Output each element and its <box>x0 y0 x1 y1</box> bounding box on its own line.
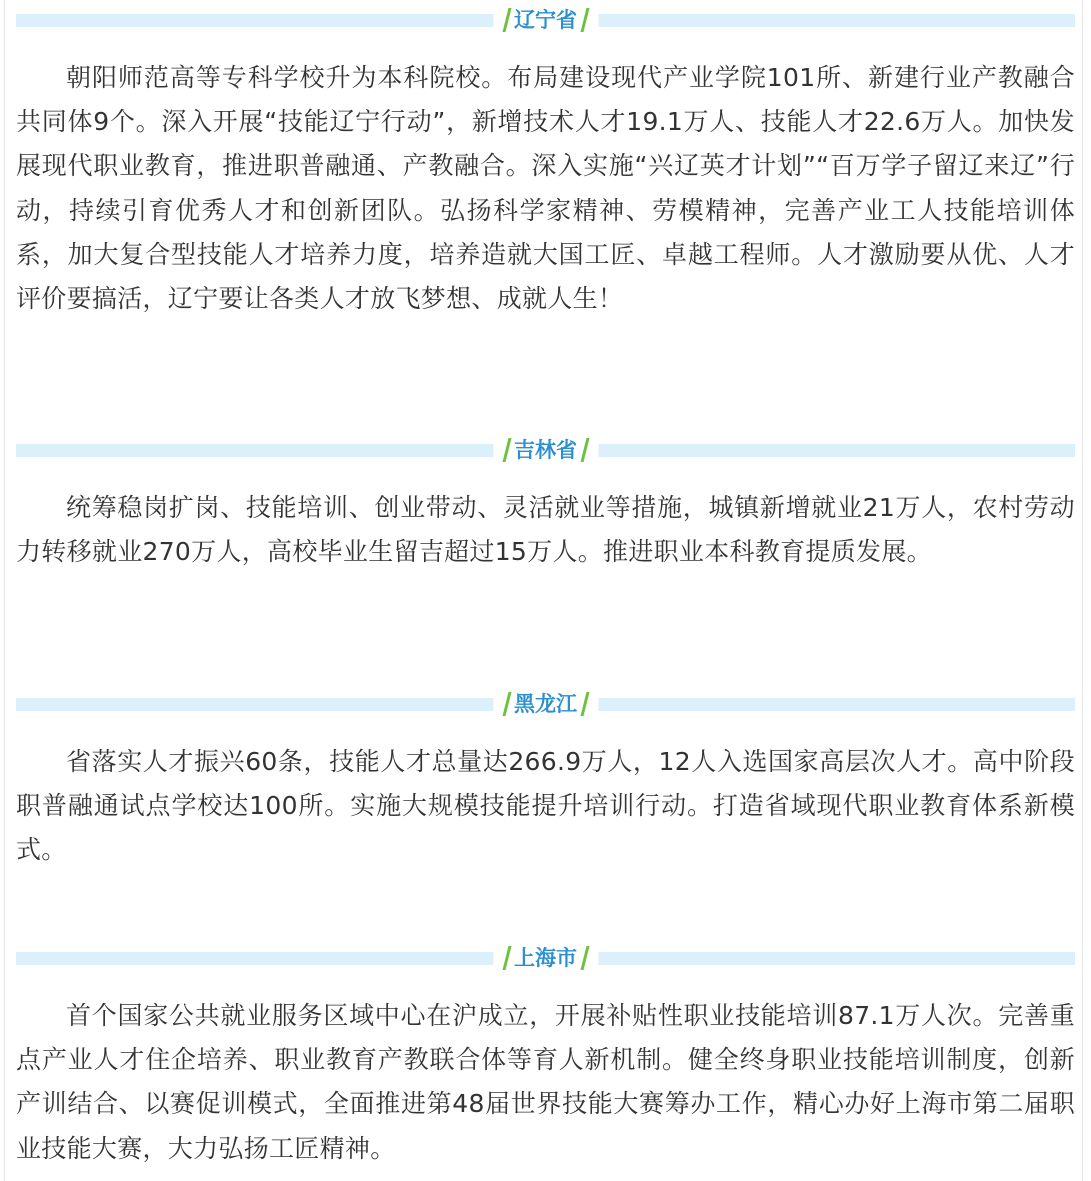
section-banner <box>16 440 1075 460</box>
banner-label <box>493 689 598 719</box>
section-paragraph: 统筹稳岗扩岗、技能培训、创业带动、灵活就业等措施，城镇新增就业21万人，农村劳动力转移就业270万人，高校毕业生留吉超过15万人。推进职业本科教育提质发展。 <box>16 493 1075 567</box>
slash-decoration-icon <box>502 438 511 462</box>
section-heilongjiang <box>16 694 1075 873</box>
slash-decoration-icon <box>502 8 511 32</box>
section-banner <box>16 10 1075 30</box>
slash-decoration-icon <box>580 438 589 462</box>
section-title: 吉林省 <box>514 438 577 462</box>
section-title: 黑龙江 <box>514 692 577 716</box>
section-paragraph: 省落实人才振兴60条，技能人才总量达266.9万人，12人入选国家高层次人才。高中阶段职普融通试点学校达100所。实施大规模技能提升培训行动。打造省域现代职业教育体系新模式。 <box>16 747 1075 865</box>
section-jilin <box>16 440 1075 574</box>
banner-label <box>493 5 598 35</box>
banner-label <box>493 435 598 465</box>
slash-decoration-icon <box>580 946 589 970</box>
slash-decoration-icon <box>580 692 589 716</box>
section-title: 上海市 <box>514 946 577 970</box>
banner-label <box>493 943 598 973</box>
slash-decoration-icon <box>502 692 511 716</box>
section-paragraph: 首个国家公共就业服务区域中心在沪成立，开展补贴性职业技能培训87.1万人次。完善重点产业人才住企培养、职业教育产教联合体等育人新机制。健全终身职业技能培训制度，创新产训结合、以赛促训模式，全面推进第48届世界技能大赛筹办工作，精心办好上海市第二届职业技能大赛，大力弘扬工匠精神。 <box>16 1001 1075 1163</box>
section-paragraph: 朝阳师范高等专科学校升为本科院校。布局建设现代产业学院101所、新建行业产教融合共同体9个。深入开展“技能辽宁行动”，新增技术人才19.1万人、技能人才22.6万人。加快发展现代职业教育，推进职普融通、产教融合。深入实施“兴辽英才计划”“百万学子留辽来辽”行动，持续引育优秀人才和创新团队。弘扬科学家精神、劳模精神，完善产业工人技能培训体系，加大复合型技能人才培养力度，培养造就大国工匠、卓越工程师。人才激励要从优、人才评价要搞活，辽宁要让各类人才放飞梦想、成就人生！ <box>16 63 1075 314</box>
section-liaoning <box>16 10 1075 321</box>
section-banner <box>16 694 1075 714</box>
section-shanghai <box>16 948 1075 1171</box>
section-banner <box>16 948 1075 968</box>
slash-decoration-icon <box>502 946 511 970</box>
section-title: 辽宁省 <box>514 8 577 32</box>
slash-decoration-icon <box>580 8 589 32</box>
